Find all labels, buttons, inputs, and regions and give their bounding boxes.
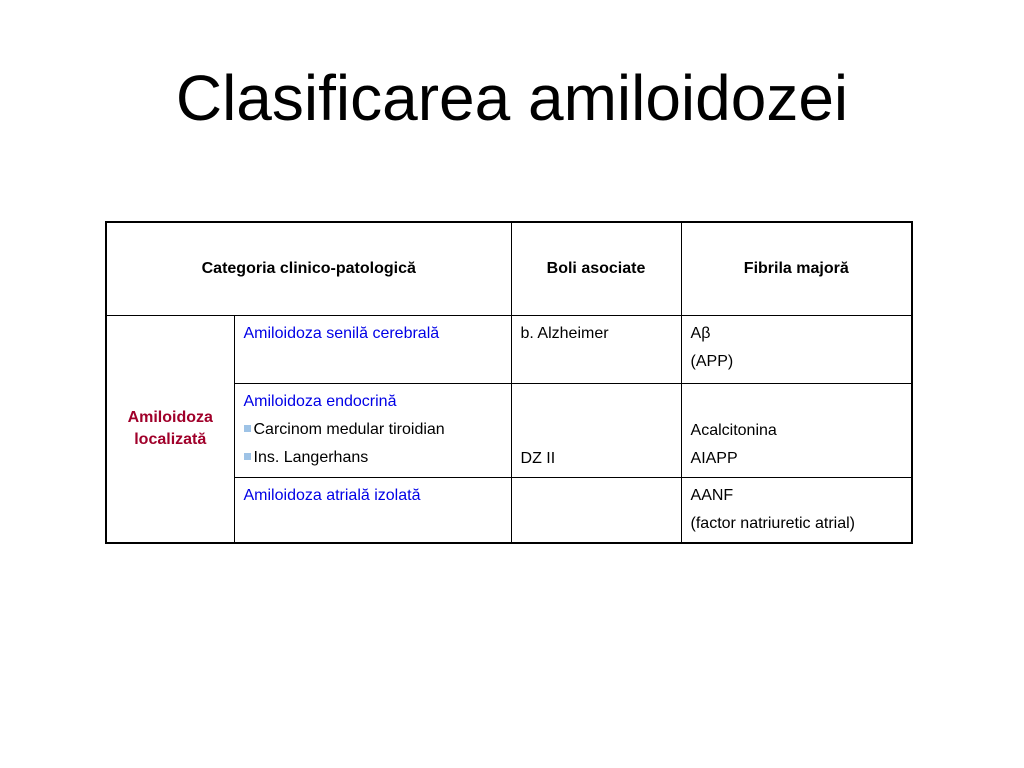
fibril-cell [681,478,912,544]
group-label-line2: localizată [134,431,207,448]
fibril-line1: AANF [690,487,734,504]
header-category: Categoria clinico-patologică [106,222,511,316]
list-item [244,444,503,472]
list-item [244,416,503,444]
fibril-line2: AIAPP [690,450,738,467]
square-bullet-icon [244,425,251,432]
type-label: Amiloidoza senilă cerebrală [243,325,440,342]
type-label: Amiloidoza endocrină [243,393,397,410]
disease-label: DZ II [520,450,556,467]
type-cell [234,384,511,478]
fibril-line2: (APP) [690,353,734,370]
fibril-line1: Acalcitonina [690,422,777,439]
type-label: Amiloidoza atrială izolată [243,487,421,504]
header-fibril: Fibrila majoră [681,222,912,316]
type-cell [234,316,511,384]
fibril-cell [681,316,912,384]
group-cell [106,316,234,544]
header-diseases: Boli asociate [511,222,681,316]
disease-label: b. Alzheimer [520,325,609,342]
fibril-cell [681,384,912,478]
fibril-line1: Aβ [690,325,711,342]
fibril-line2: (factor natriuretic atrial) [690,515,856,532]
disease-cell [511,384,681,478]
table-row [106,316,912,384]
disease-cell [511,478,681,544]
slide-title: Clasificarea amiloidozei [175,62,849,134]
disease-cell [511,316,681,384]
type-cell [234,478,511,544]
list-item-label: Carcinom medular tiroidian [253,421,445,438]
table-header-row [106,222,912,316]
list-item-label: Ins. Langerhans [253,449,369,466]
classification-table [105,221,913,544]
group-label-line1: Amiloidoza [127,409,213,426]
square-bullet-icon [244,453,251,460]
